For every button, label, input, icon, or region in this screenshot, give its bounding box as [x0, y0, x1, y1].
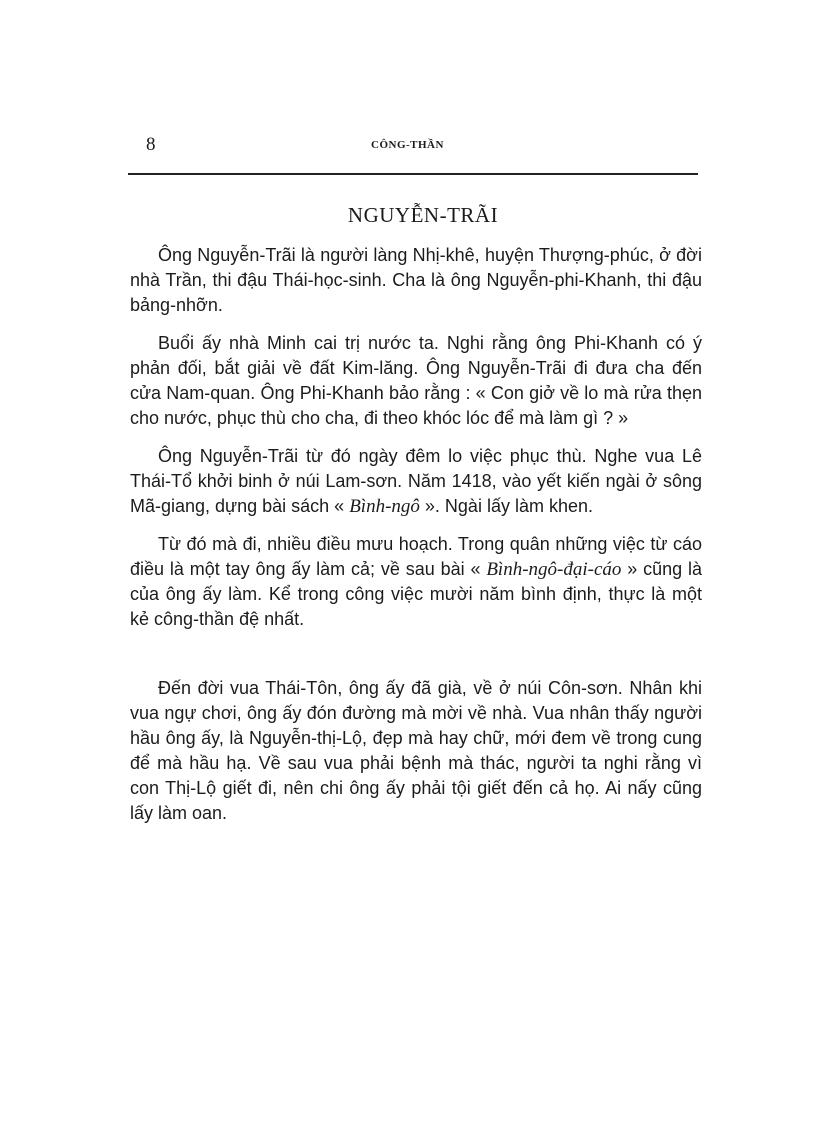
paragraph-text: » cũng là của ông ấy làm. Kể trong công việc mười năm bình định, thực là một kẻ công-thần đệ nhất.	[130, 559, 702, 629]
paragraph-text: ». Ngài lấy làm khen.	[419, 496, 593, 516]
work-title: Bình-ngô-đại-cáo	[486, 559, 622, 580]
body-text	[130, 243, 702, 826]
paragraph: Đến đời vua Thái-Tôn, ông ấy đã già, về ở núi Côn-sơn. Nhân khi vua ngự chơi, ông ấy đón đường mà mời về nhà. Vua nhân thấy người hầu ông ấy, là Nguyễn-thị-Lộ, đẹp mà hay chữ, mới đem về trong cung để mà hầu hạ. Về sau vua phải bệnh mà thác, người ta nghi rằng vì con Thị-Lộ giết đi, nên chi ông ấy phải tội giết đến cả họ. Ai nấy cũng lấy làm oan.	[130, 678, 702, 823]
running-head: CÔNG-THẦN	[371, 139, 444, 151]
paragraph	[130, 532, 702, 632]
paragraph: Ông Nguyễn-Trãi là người làng Nhị-khê, huyện Thượng-phúc, ở đời nhà Trần, thi đậu Thái-học-sinh. Cha là ông Nguyễn-phi-Khanh, thi đậu bảng-nhỡn.	[130, 245, 702, 315]
page-number: 8	[146, 134, 156, 155]
chapter-title: NGUYỄN-TRÃI	[347, 203, 499, 227]
paragraph: Buổi ấy nhà Minh cai trị nước ta. Nghi rằng ông Phi-Khanh có ý phản đối, bắt giải về đất Kim-lăng. Ông Nguyễn-Trãi đi đưa cha đến cửa Nam-quan. Ông Phi-Khanh bảo rằng : « Con giở về lo mà rửa thẹn cho nước, phục thù cho cha, đi theo khóc lóc để mà làm gì ? »	[130, 333, 702, 428]
page-header	[146, 134, 696, 158]
work-title: Bình-ngô	[349, 496, 420, 517]
header-rule	[128, 173, 698, 175]
paragraph-text: Ông Nguyễn-Trãi từ đó ngày đêm lo việc phục thù. Nghe vua Lê Thái-Tổ khởi binh ở núi Lam-sơn. Năm 1418, vào yết kiến ngài ở sông Mã-giang, dựng bài sách «	[130, 446, 702, 516]
paragraph	[130, 444, 702, 519]
paragraph-text: Từ đó mà đi, nhiều điều mưu hoạch. Trong quân những việc từ cáo điều là một tay ông ấy làm cả; về sau bài «	[130, 534, 702, 579]
